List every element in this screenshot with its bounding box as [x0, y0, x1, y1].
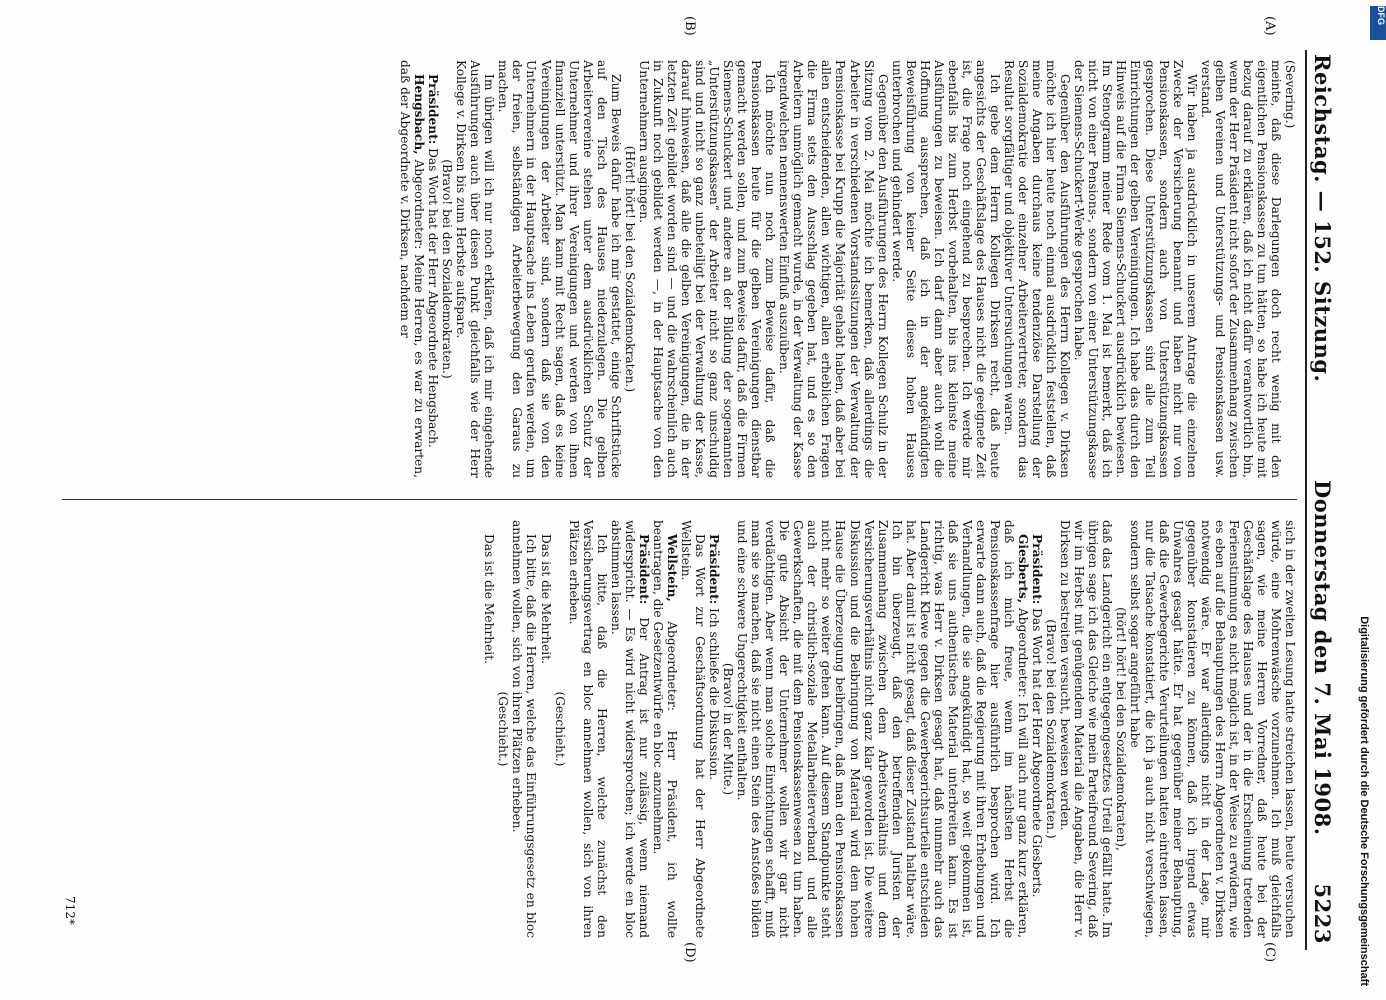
- paragraph: Das Wort zur Geschäftsordnung hat der Herr Abgeordnete Wellstein.: [678, 520, 708, 938]
- speaker-paragraph: [735, 520, 1030, 938]
- page-number: 5223: [1310, 883, 1335, 944]
- rotated-page-content: [52, 16, 1337, 963]
- digitization-note: Digitalisierung gefördert durch die Deutsche Forschungsgemeinschaft: [1358, 616, 1370, 986]
- speaker-paragraph: [426, 60, 440, 478]
- left-column: [62, 60, 1297, 478]
- speech-text: Abgeordneter: Ich will auch nur ganz kurz erklären, daß ich mich freue, wenn im nächsten Herbst die Pensionskassenfrage hier ausführlich besprochen wird. Ich erwarte dann auch, daß die Regierung mit ihren Erhebungen und Verhandlungen, die sie angekündigt hat, so weit gekommen ist, daß sie uns authentisches Material unterbreiten kann. Es ist richtig, was Herr v. Dirksen gesagt hat, daß nunmehr auch das Landgericht Klewe gegen die Gewerbegerichtsurteile entschieden hat. Aber damit ist nicht gesagt, daß dieser Zustand haltbar wäre. Ich bin überzeugt, daß den betreffenden Juristen der Zusammenhang zwischen dem Arbeitsverhältnis und dem Versicherungsverhältnis nicht ganz klar geworden ist. Die weitere Diskussion und die Beibringung von Material wird dem hohen Hause die Überzeugung beibringen, daß man den Pensionskassen nicht mehr so weiter gehen kann. Auf diesem Standpunkte steht auch der christlich-soziale Metallarbeiterverband und alle Gewerkschaften, die mit dem Pensionskassenwesen zu tun haben. Die gute Absicht der Unternehmer wollen wir gar nicht verdächtigen. Aber wenn man solche Einrichtungen schafft, muß man sie so machen, daß sie nicht einen Stein des Anstoßes bilden und eine schwere Ungerechtigkeit enthalten.: [735, 520, 1031, 938]
- paragraph: Zum Beweis dafür habe ich mir gestattet, einige Schriftstücke auf den Tisch des Hauses niederzulegen. Die gelben Arbeitervereine stehen unter dem ausdrücklichen Schutz der Unternehmer und ihrer Vereinigungen und werden von ihnen finanziell unterstützt. Man kann mit Recht sagen, daß es keine Vereinigungen der Arbeiter sind, sondern daß sie von den Unternehmern in der Hauptsache ins Leben gerufen werden, um der freien, selbständigen Arbeiterbewegung den Garaus zu machen.: [496, 60, 623, 478]
- paragraph: meinte, daß diese Darlegungen doch recht wenig mit den eigentlichen Pensionskassen zu tun hätten, so habe ich heute mit bezug darauf zu erklären, daß ich nicht dafür verantwortlich bin, wenn der Herr Präsident nicht sofort der Zusammenhang zwischen gelben Vereinen und Unterstützungs- und Pensionskassen usw. verstand.: [1198, 60, 1283, 478]
- paragraph: Im übrigen will ich nur noch erklären, daß ich mir eingehende Ausführungen auch über diesen Punkt gleichfalls wie der Herr Kollege v. Dirksen bis zum Herbste aufspare.: [454, 60, 497, 478]
- paragraph: Das ist die Mehrheit.: [482, 534, 497, 664]
- paragraph: Ich möchte nun noch zum Beweise dafür, daß die Pensionskassen heute für die gelben Vereinigungen dienstbar gemacht werden sollen, und zum Beweise dafür, daß die Firmen Siemens-Schuckert und andere an der Bildung der sogenannten „Unterstützungskassen“ der Arbeiter nicht so ganz unschuldig sind und nicht so ganz unbeteiligt bei der Verwaltung der Kasse, darauf hinweisen, daß alle die gelben Vereinigungen, die in der letzten Zeit gebildet worden sind — und die wahrscheinlich auch in Zukunft noch gebildet werden —, in der Hauptsache von den Unternehmern ausgingen.: [636, 60, 778, 478]
- speaker-paragraph: [609, 520, 651, 938]
- margin-letter-d: (D): [682, 942, 697, 963]
- speaker-name: Präsident:: [426, 74, 441, 145]
- speech-text: Abgeordneter: Herr Präsident, ich wollte beantragen, die Gesetzentwürfe en bloc anzunehmen.: [650, 520, 679, 938]
- speaker-paragraph: [651, 520, 679, 938]
- paragraph: (Severing.): [1283, 60, 1297, 129]
- right-column: [62, 520, 1297, 938]
- speech-text: Abgeordneter: Meine Herren, es war zu erwarten, daß der Abgeordnete v. Dirksen, nachdem er: [398, 60, 427, 478]
- speech-text: Das Wort hat der Herr Abgeordnete Giesberts.: [1030, 608, 1045, 898]
- speaker-paragraph: [1030, 520, 1044, 938]
- speech-text: Ich schließe die Diskussion.: [707, 608, 722, 781]
- dfg-logo-text: DFG: [1376, 6, 1386, 25]
- footer-mark: 712*: [63, 896, 77, 925]
- margin-letter-c: (C): [1262, 942, 1277, 963]
- paragraph: Gegenüber den Ausführungen des Herrn Kollegen Schulz in der Sitzung vom 2. Mai möchte ich bemerken, daß allerdings die Arbeiter in verschiedenen Vorstandssitzungen der Verwaltung der Pensionskasse bei Krupp die Majorität gehabt haben, daß aber bei allen entscheidenden, allen wichtigen, allen erheblichen Fragen die Firma stets den Ausschlag gegeben hat, und es so den Arbeitern unmöglich gemacht wurde, in der Verwaltung der Kasse irgendwelchen nennenswerten Einfluß auszuüben.: [777, 60, 890, 478]
- speaker-name: Hengsbach,: [412, 74, 427, 155]
- interjection: (Geschieht.): [552, 691, 567, 767]
- interjection: (Bravo! in der Mitte.): [721, 662, 736, 796]
- speaker-name: Präsident:: [707, 534, 722, 605]
- interjection: (Geschieht.): [496, 691, 511, 767]
- margin-letter-b: (B): [682, 16, 697, 36]
- page-header: [1305, 50, 1337, 950]
- header-date: Donnerstag den 7. Mai 1908.: [1310, 480, 1335, 836]
- paragraph: Ich gebe dem Herrn Kollegen Dirksen recht, daß heute angesichts der Geschäftslage des Hauses nicht die geeignete Zeit ist, die Frage noch eingehend zu besprechen. Ich werde mir ebenfalls bis zum Herbst vorbehalten, bis ins kleinste meine Ausführungen zu beweisen. Ich darf dann aber auch wohl die Hoffnung aussprechen, daß ich in der angekündigten Beweisführung von keiner Seite dieses hohen Hauses unterbrochen und gehindert werde.: [889, 60, 1003, 478]
- interjection: (hört! hört! bei den Sozialdemokraten),: [1114, 607, 1129, 851]
- paragraph: Ich bitte, daß die Herren, welche zunächst den Versicherungsvertrag en bloc annehmen wollen, sich von ihren Plätzen erheben.: [566, 520, 609, 938]
- speaker-name: Präsident:: [1030, 534, 1045, 605]
- speaker-paragraph: [707, 520, 721, 938]
- paragraph: Ich bitte, daß die Herren, welche das Einführungsgesetz en bloc annehmen wollen, sich von ihren Plätzen erheben.: [510, 520, 539, 938]
- header-left: Reichstag. — 152. Sitzung.: [1310, 54, 1335, 383]
- speaker-paragraph: [398, 60, 426, 478]
- paragraph: Das ist die Mehrheit.: [538, 534, 553, 664]
- interjection: (Hört! hört! bei den Sozialdemokraten.): [622, 145, 637, 393]
- paragraph: daß das Landgericht ein entgegengesetztes Urteil gefällt hatte. Im übrigen sage ich das Gleiche wie mein Parteifreund Severing, daß wir im Herbst mit genügendem Material die Angaben, die Herr v. Dirksen zu bestreiten versucht, beweisen werden.: [1058, 520, 1115, 938]
- interjection: (Bravo! bei den Sozialdemokraten.): [1044, 619, 1059, 839]
- margin-letter-a: (A): [1262, 16, 1277, 36]
- interjection: (Bravo! bei den Sozialdemokraten.): [440, 159, 455, 379]
- speech-text: Das Wort hat der Herr Abgeordnete Hengsbach.: [426, 148, 441, 448]
- speaker-name: Präsident:: [636, 534, 651, 605]
- speaker-name: Giesberts,: [1016, 534, 1031, 604]
- speech-text: Der Antrag ist nur zulässig, wenn niemand widerspricht. — Es wird nicht widersprochen; ich werde en bloc abstimmen lassen.: [608, 520, 651, 938]
- speaker-name: Wellstein,: [664, 534, 679, 602]
- column-divider: [62, 499, 1297, 500]
- paragraph: sich in der zweiten Lesung hatte streichen lassen, heute versuchen würde, eine Mohrenwäsche vorzunehmen. Ich muß gleichfalls sagen, wie meine Herren Vorredner, daß heute bei der Geschäftslage des Hauses und der in die Erscheinung tretenden Ferienstimmung es nicht möglich ist, in der Weise zu erwidern, wie es eben auf die Behauptungen des Herrn Abgeordneten v. Dirksen notwendig wäre. Er war allerdings nicht in der Lage, mir gegenüber konstatieren zu können, daß ich irgend etwas Unwahres gesagt hätte. Er hat gegenüber meiner Behauptung, daß die Gewerbegerichte Verurteilungen hatten eintreten lassen, nur die Tatsache konstatiert, die ich ja auch nicht verschwiegen, sondern selbst sogar angeführt habe: [1128, 520, 1297, 938]
- paragraph: Wir haben ja ausdrücklich in unserem Antrage die einzelnen Zwecke der Versicherung benannt und haben nicht nur von Pensionskassen, sondern auch von Unterstützungskassen gesprochen. Diese Unterstützungskassen sind alle zum Teil Einrichtungen der gelben Vereinigungen. Ich habe das durch den Hinweis auf die Firma Siemens-Schuckert ausdrücklich bewiesen. Im Stenogramm meiner Rede vom 1. Mai ist bemerkt, daß ich nicht von einer Pensions-, sondern von einer Unterstützungskasse der Siemens-Schuckert-Werke gesprochen habe.: [1072, 60, 1199, 478]
- dfg-logo: [1370, 6, 1386, 40]
- paragraph: Gegenüber den Ausführungen des Herrn Kollegen v. Dirksen möchte ich hier heute noch einmal ausdrücklich feststellen, daß meine Angaben durchaus keine tendenziöse Darstellung der Sozialdemokratie oder einzelner Arbeitervertreter, sondern das Resultat sorgfältiger und objektiver Untersuchungen waren.: [1002, 60, 1073, 478]
